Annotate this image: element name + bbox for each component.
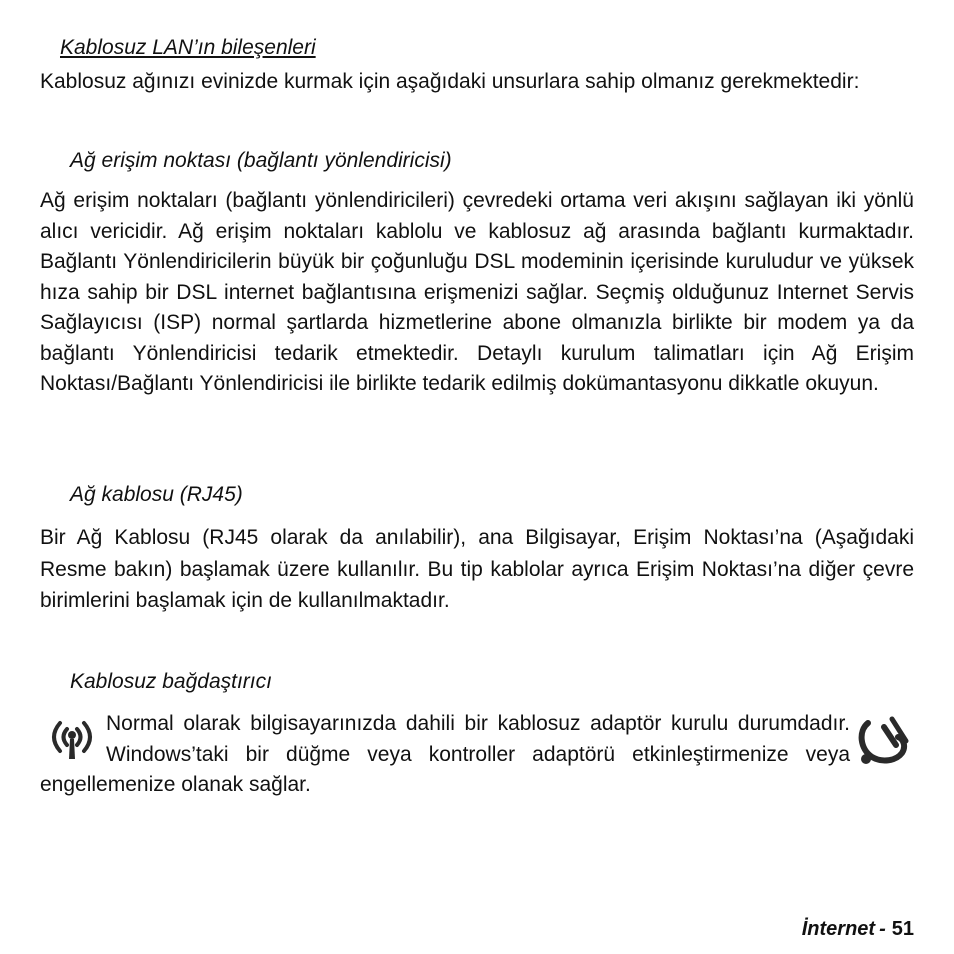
section-title-network-cable: Ağ kablosu (RJ45) <box>70 483 243 506</box>
section-body-wireless-adapter: Normal olarak bilgisayarınızda dahili bir kablosuz adaptör kurulu durumdadır. Windows’taki bir düğme veya kontroller adaptörü etkinleştirmenize veya engellemenize olanak sağlar. <box>40 712 850 796</box>
section-body-access-point: Ağ erişim noktaları (bağlantı yönlendiricileri) çevredeki ortama veri akışını sağlayan iki yönlü alıcı vericidir. Ağ erişim noktaları kablolu ve kablosuz ağ arasında bağlantı kurmaktadır. Bağlantı Yönlendiricilerin büyük bir çoğunluğu DSL modeminin içerisinde kuruludur ve yüksek hıza sahip bir DSL internet bağlantısına erişmenizi sağlar. Seçmiş olduğunuz Internet Servis Sağlayıcısı (ISP) normal şartlarda hizmetlerine abone olmanızla birlikte bir modem ya da bağlantı Yönlendiricisi tedarik etmektedir. Detaylı kurulum talimatları için Ağ Erişim Noktası/Bağlantı Yönlendiricisi ile birlikte tedarik edilmiş dokümantasyonu dikkatle okuyun. <box>40 189 914 395</box>
wireless-hook-icon <box>856 715 914 767</box>
footer-section-name: İnternet <box>801 918 876 940</box>
section-title-access-point: Ağ erişim noktası (bağlantı yönlendiricisi) <box>70 149 452 172</box>
wireless-broadcast-icon <box>40 713 104 765</box>
section-title-wireless-adapter: Kablosuz bağdaştırıcı <box>70 670 272 693</box>
page-number: 51 <box>891 918 914 940</box>
section-body-wireless-adapter-block <box>40 709 914 801</box>
section-body-network-cable: Bir Ağ Kablosu (RJ45 olarak da anılabilir), ana Bilgisayar, Erişim Noktası’na (Aşağıdaki Resme bakın) başlamak üzere kullanılır. Bu tip kablolar ayrıca Erişim Noktası’na diğer çevre birimlerini başlamak için de kullanılmaktadır. <box>40 526 914 612</box>
page-heading: Kablosuz LAN’ın bileşenleri <box>60 36 316 59</box>
intro-paragraph: Kablosuz ağınızı evinizde kurmak için aşağıdaki unsurlara sahip olmanız gerekmektedir: <box>40 70 860 93</box>
footer-separator: - <box>879 918 886 940</box>
page-footer <box>802 916 914 942</box>
